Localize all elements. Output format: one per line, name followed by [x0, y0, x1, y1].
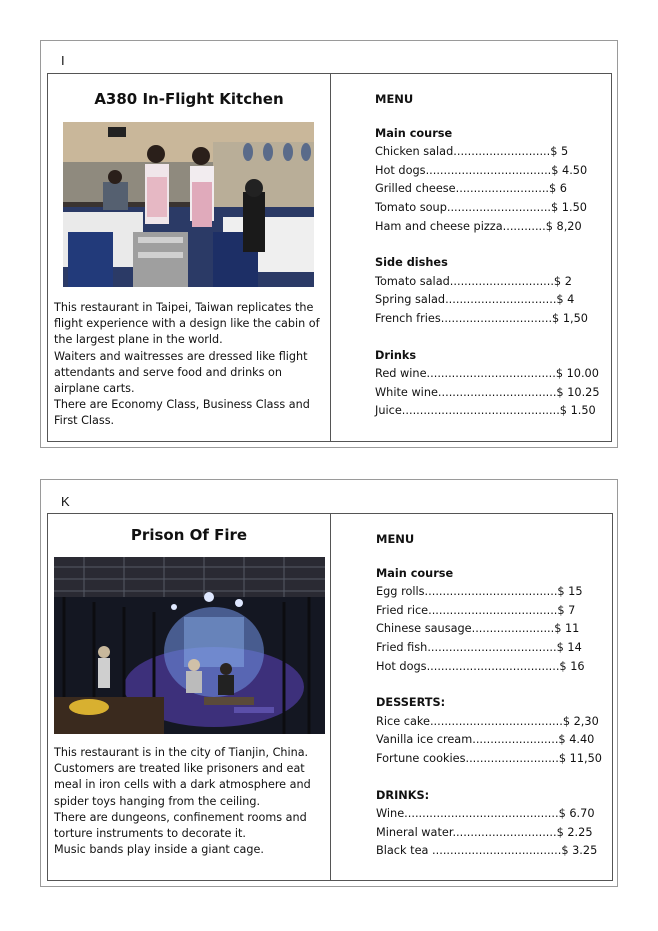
restaurant-description	[54, 300, 322, 430]
menu-item: Ham and cheese pizza............$ 8,20	[375, 219, 582, 233]
menu-item: Chinese sausage.......................$ 11	[376, 622, 580, 636]
menu-item: Mineral water.............................$ 2.25	[376, 825, 593, 839]
menu-item: Juice............................................$ 1.50	[375, 404, 596, 418]
card-letter: I	[61, 53, 65, 68]
menu-item: Black tea ....................................$ 3.25	[376, 844, 598, 858]
card-inner-frame	[47, 73, 612, 442]
menu-item: Vanilla ice cream........................$ 4.40	[376, 733, 595, 747]
restaurant-card-k	[40, 479, 618, 887]
menu-item: Hot dogs...................................$ 4.50	[375, 163, 588, 177]
menu-title: MENU	[376, 532, 415, 546]
menu-item: Fried rice....................................$ 7	[376, 603, 576, 617]
menu-section-title: Main course	[376, 566, 454, 580]
menu-title: MENU	[375, 92, 414, 106]
restaurant-info	[48, 74, 331, 441]
menu-section	[375, 347, 600, 421]
restaurant-card-i	[40, 40, 618, 448]
restaurant-photo-cabin	[63, 122, 314, 287]
description-paragraph: Customers are treated like prisoners and eat meal in iron cells with a dark atmosphere and spider toys hanging from the ceiling.	[54, 762, 311, 808]
menu-section-title: Main course	[375, 126, 453, 140]
menu-item: Tomato salad.............................$ 2	[375, 274, 572, 288]
menu-item: Wine...........................................$ 6.70	[376, 807, 595, 821]
menu-section	[375, 125, 600, 237]
menu-item: Grilled cheese..........................$ 6	[375, 182, 567, 196]
restaurant-menu	[376, 530, 602, 879]
menu-section-title: DESSERTS:	[376, 696, 446, 710]
menu-section	[375, 254, 600, 328]
menu-section-title: Side dishes	[375, 256, 448, 270]
menu-section	[376, 787, 602, 861]
menu-item: Fortune cookies..........................$ 11,50	[376, 751, 602, 765]
description-paragraph: There are Economy Class, Business Class and First Class.	[54, 398, 310, 428]
menu-section	[376, 694, 602, 768]
description-paragraph: This restaurant in Taipei, Taiwan replicates the flight experience with a design like the cabin of the largest plane in the world.	[54, 301, 320, 347]
menu-section	[376, 565, 602, 677]
restaurant-title: Prison Of Fire	[130, 526, 248, 544]
menu-item: White wine.................................$ 10.25	[375, 385, 600, 399]
menu-item: Fried fish....................................$ 14	[376, 640, 582, 654]
menu-item: Spring salad...............................$ 4	[375, 293, 575, 307]
menu-item: Egg rolls.....................................$ 15	[376, 585, 583, 599]
restaurant-title: A380 In-Flight Kitchen	[94, 90, 284, 108]
menu-item: Rice cake.....................................$ 2,30	[376, 714, 599, 728]
description-paragraph: Music bands play inside a giant cage.	[54, 843, 264, 857]
menu-section-title: Drinks	[375, 348, 417, 362]
menu-section-title: DRINKS:	[376, 788, 430, 802]
menu-item: Chicken salad...........................$ 5	[375, 145, 569, 159]
menu-item: Red wine....................................$ 10.00	[375, 367, 599, 381]
description-paragraph: There are dungeons, confinement rooms and torture instruments to decorate it.	[54, 810, 307, 841]
description-paragraph: Waiters and waitresses are dressed like flight attendants and serve food and drinks on airplane carts.	[54, 349, 308, 396]
restaurant-photo-prison	[54, 557, 325, 734]
menu-item: French fries...............................$ 1,50	[375, 311, 588, 325]
menu-item: Hot dogs.....................................$ 16	[376, 659, 585, 673]
description-paragraph: This restaurant is in the city of Tianjin, China.	[54, 746, 309, 759]
card-letter: K	[61, 494, 70, 509]
restaurant-info	[48, 514, 331, 880]
menu-item: Tomato soup.............................$ 1.50	[375, 200, 587, 214]
card-inner-frame	[47, 513, 613, 881]
restaurant-menu	[375, 90, 600, 439]
restaurant-description	[54, 745, 322, 858]
